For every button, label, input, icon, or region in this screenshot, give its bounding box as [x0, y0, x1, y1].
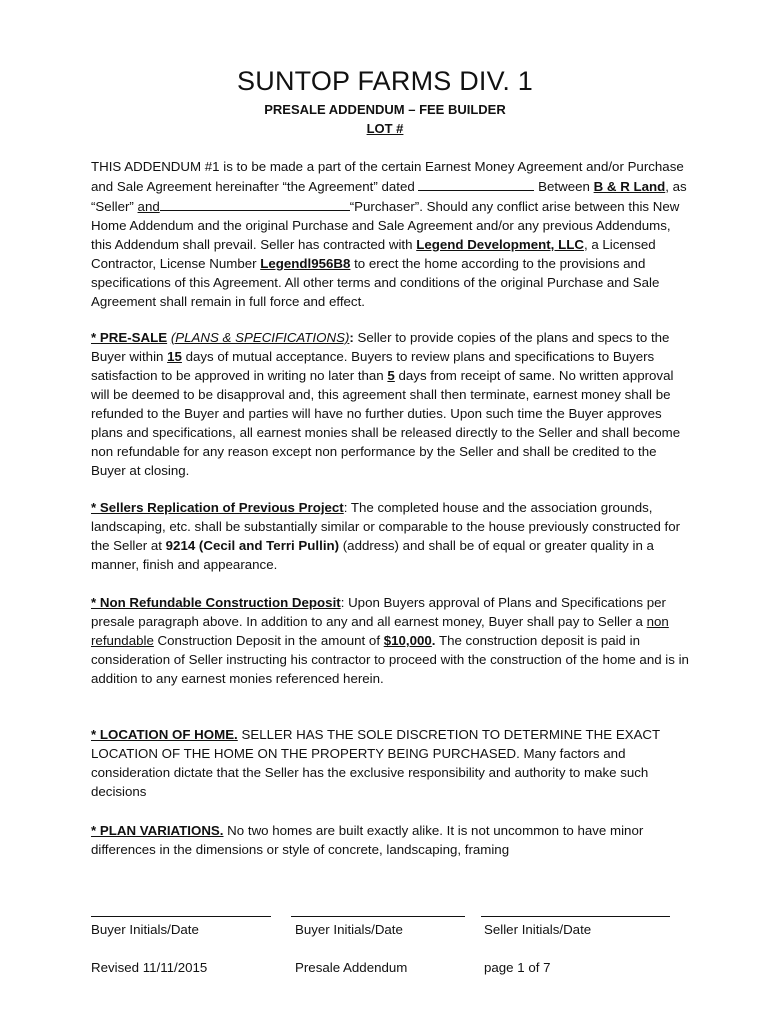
deposit-paragraph: * Non Refundable Construction Deposit: Upon Buyers approval of Plans and Specifications per presale paragraph above. In addition to any and all earnest money, Buyer shall pay to Seller a non refundable Construction Deposit in the amount of $10,000. The construction deposit is paid in consideration of Seller instructing his contractor to proceed with the construction of the home and is in addition to any earnest monies referenced herein. — [91, 595, 689, 686]
presale-paragraph: * PRE-SALE (PLANS & SPECIFICATIONS): Seller to provide copies of the plans and specs to the Buyer within 15 days of mutual acceptance. Buyers to review plans and specifications to Buyers satisfaction to be approved in writing no later than 5 days from receipt of same. No written approval will be deemed to be disapproval and, this agreement shall then terminate, earnest money shall be refunded to the Buyer and parties will have no further duties. Upon such time the Buyer approves plans and specifications, all earnest monies shall be released directly to the Seller and shall become non refundable for any reason except non performance by the Seller and shall be credited to the Buyer at closing. — [91, 330, 681, 478]
location-heading: * LOCATION OF HOME. — [91, 727, 238, 742]
form-name: Presale Addendum — [295, 960, 408, 975]
deposit-amount: $10,000 — [383, 633, 432, 648]
intro-paragraph: THIS ADDENDUM #1 is to be made a part of the certain Earnest Money Agreement and/or Purchase and Sale Agreement hereinafter “the Agreement” dated Between B & R Land, as “Seller” and “Purchaser”. Should any conflict arise between this New Home Addendum and the original Purchase and Sale Agreement and/or any previous Addendums, this Addendum shall prevail. Seller has contracted with Legend Development, LLC, a Licensed Contractor, License Number Legendl956B8 to erect the home according to the provisions and specifications of this Agreement. All other terms and conditions of the original Purchase and Sale Agreement shall remain in full force and effect. — [91, 159, 687, 309]
purchaser-name-blank[interactable] — [160, 196, 350, 211]
buyer1-initials-label: Buyer Initials/Date — [91, 922, 199, 937]
plan-variations-heading: * PLAN VARIATIONS. — [91, 823, 224, 838]
agreement-date-blank[interactable] — [418, 176, 534, 191]
seller-name: B & R Land — [593, 179, 666, 194]
seller-initials-line[interactable] — [481, 916, 670, 917]
replication-paragraph: * Sellers Replication of Previous Project: The completed house and the association grounds, landscaping, etc. shall be substantially similar or comparable to the house previously constructed for the Seller at 9214 (Cecil and Terri Pullin) (address) and shall be of equal or greater quality in a manner, finish and appearance. — [91, 500, 681, 572]
page-number: page 1 of 7 — [484, 960, 551, 975]
document-subtitle: PRESALE ADDENDUM – FEE BUILDER — [264, 102, 506, 117]
buyer2-initials-line[interactable] — [291, 916, 465, 917]
seller-initials-label: Seller Initials/Date — [484, 922, 592, 937]
previous-project-address: 9214 (Cecil and Terri Pullin) — [165, 538, 340, 553]
license-number: Legendl956B8 — [260, 256, 351, 271]
location-paragraph: * LOCATION OF HOME. SELLER HAS THE SOLE DISCRETION TO DETERMINE THE EXACT LOCATION OF THE HOME ON THE PROPERTY BEING PURCHASED. Many factors and consideration dictate that the Seller has the exclusive responsibility and authority to make such decisions — [91, 727, 660, 799]
deposit-heading: * Non Refundable Construction Deposit — [91, 595, 341, 610]
buyer2-initials-label: Buyer Initials/Date — [295, 922, 403, 937]
lot-number-label: LOT # — [366, 121, 404, 136]
plan-variations-paragraph: * PLAN VARIATIONS. No two homes are built exactly alike. It is not uncommon to have minor differences in the dimensions or style of concrete, landscaping, framing — [91, 823, 644, 857]
revision-date: Revised 11/11/2015 — [91, 960, 208, 975]
replication-heading: * Sellers Replication of Previous Project — [91, 500, 344, 515]
buyer1-initials-line[interactable] — [91, 916, 271, 917]
contractor-name: Legend Development, LLC — [416, 237, 584, 252]
document-title: SUNTOP FARMS DIV. 1 — [237, 66, 533, 96]
presale-heading: * PRE-SALE — [91, 330, 168, 345]
